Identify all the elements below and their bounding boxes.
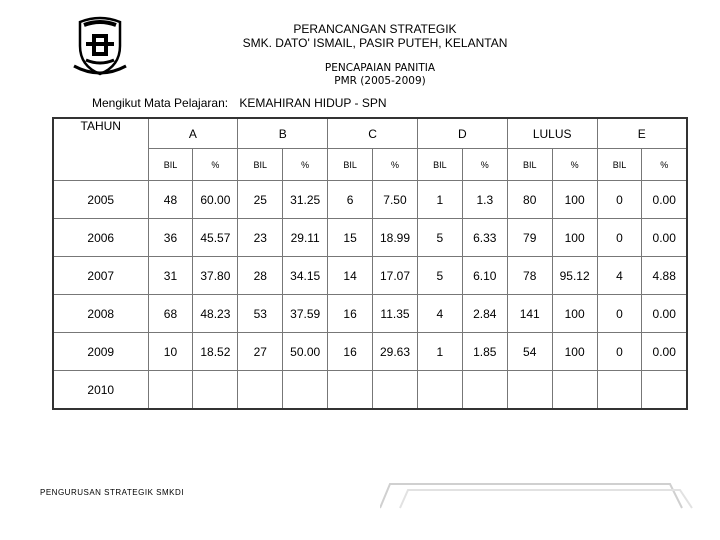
sub-header-row: [53, 149, 687, 181]
table-row: [53, 181, 687, 219]
footer-text: PENGURUSAN STRATEGIK SMKDI: [40, 488, 184, 497]
sub-header: %: [373, 149, 418, 181]
table-cell: [462, 371, 507, 409]
table-cell: 4: [417, 295, 462, 333]
table-cell: 17.07: [373, 257, 418, 295]
table-cell: 31: [148, 257, 193, 295]
table-cell: 0.00: [642, 181, 687, 219]
table-cell: 16: [328, 295, 373, 333]
table-cell: 48: [148, 181, 193, 219]
sub-header: BIL: [148, 149, 193, 181]
table-cell: [507, 371, 552, 409]
table-cell: 0.00: [642, 333, 687, 371]
table-cell: [373, 371, 418, 409]
table-cell: 6.10: [462, 257, 507, 295]
year-cell: 2010: [53, 371, 148, 409]
table-cell: 79: [507, 219, 552, 257]
table-cell: 34.15: [283, 257, 328, 295]
table-cell: 2.84: [462, 295, 507, 333]
table-cell: 16: [328, 333, 373, 371]
table-cell: 4: [597, 257, 642, 295]
sub-header: %: [462, 149, 507, 181]
table-cell: 1.3: [462, 181, 507, 219]
subtitle-line-1: PENCAPAIAN PANITIA: [324, 62, 436, 74]
table-cell: 36: [148, 219, 193, 257]
table-cell: 60.00: [193, 181, 238, 219]
year-cell: 2009: [53, 333, 148, 371]
table-cell: [417, 371, 462, 409]
year-cell: 2005: [53, 181, 148, 219]
table-cell: 0: [597, 181, 642, 219]
table-cell: 37.80: [193, 257, 238, 295]
table-cell: 0.00: [642, 295, 687, 333]
subject-value: KEMAHIRAN HIDUP - SPN: [239, 96, 387, 110]
table-cell: 45.57: [193, 219, 238, 257]
sub-header: BIL: [238, 149, 283, 181]
table-cell: 10: [148, 333, 193, 371]
sub-header: %: [642, 149, 687, 181]
table-cell: [328, 371, 373, 409]
table-cell: 6: [328, 181, 373, 219]
table-cell: 11.35: [373, 295, 418, 333]
sub-header: BIL: [328, 149, 373, 181]
table-cell: 100: [552, 333, 597, 371]
table-cell: 1: [417, 333, 462, 371]
table-row: [53, 257, 687, 295]
group-header: LULUS: [507, 118, 597, 149]
table-cell: 54: [507, 333, 552, 371]
results-table: [52, 117, 688, 410]
table-cell: 95.12: [552, 257, 597, 295]
table-cell: [552, 371, 597, 409]
group-header: C: [328, 118, 418, 149]
table-cell: 28: [238, 257, 283, 295]
table-cell: [642, 371, 687, 409]
sub-header: BIL: [417, 149, 462, 181]
table-cell: 29.11: [283, 219, 328, 257]
table-cell: 0: [597, 219, 642, 257]
table-cell: 29.63: [373, 333, 418, 371]
table-row: [53, 371, 687, 409]
table-row: [53, 333, 687, 371]
sub-header: BIL: [597, 149, 642, 181]
table-cell: 0.00: [642, 219, 687, 257]
document-subtitle: [300, 62, 460, 88]
subject-label: Mengikut Mata Pelajaran:: [92, 96, 229, 110]
title-line-1: PERANCANGAN STRATEGIK: [293, 22, 457, 36]
table-row: [53, 295, 687, 333]
table-cell: 50.00: [283, 333, 328, 371]
table-cell: 141: [507, 295, 552, 333]
decorative-banner: [380, 478, 720, 514]
table-cell: [238, 371, 283, 409]
sub-header: %: [552, 149, 597, 181]
table-cell: 68: [148, 295, 193, 333]
table-cell: 5: [417, 219, 462, 257]
table-cell: 6.33: [462, 219, 507, 257]
sub-header: %: [193, 149, 238, 181]
table-cell: 27: [238, 333, 283, 371]
table-cell: 1.85: [462, 333, 507, 371]
table-cell: [148, 371, 193, 409]
year-cell: 2007: [53, 257, 148, 295]
table-cell: 5: [417, 257, 462, 295]
group-header-row: [53, 118, 687, 149]
table-cell: 78: [507, 257, 552, 295]
table-cell: 31.25: [283, 181, 328, 219]
table-cell: [597, 371, 642, 409]
table-cell: 7.50: [373, 181, 418, 219]
sub-header: BIL: [507, 149, 552, 181]
table-cell: 15: [328, 219, 373, 257]
table-cell: 18.52: [193, 333, 238, 371]
subject-row: [92, 96, 387, 110]
document-title: [230, 22, 520, 50]
table-cell: [283, 371, 328, 409]
year-cell: 2006: [53, 219, 148, 257]
school-crest-icon: [72, 16, 128, 76]
group-header: D: [417, 118, 507, 149]
table-cell: [193, 371, 238, 409]
table-cell: 100: [552, 219, 597, 257]
table-cell: 48.23: [193, 295, 238, 333]
table-cell: 4.88: [642, 257, 687, 295]
table-cell: 0: [597, 295, 642, 333]
sub-header: %: [283, 149, 328, 181]
table-cell: 14: [328, 257, 373, 295]
group-header: B: [238, 118, 328, 149]
table-cell: 23: [238, 219, 283, 257]
table-cell: 25: [238, 181, 283, 219]
table-row: [53, 219, 687, 257]
table-cell: 18.99: [373, 219, 418, 257]
table-cell: 100: [552, 181, 597, 219]
subtitle-line-2: PMR (2005-2009): [334, 75, 426, 87]
table-cell: 1: [417, 181, 462, 219]
year-cell: 2008: [53, 295, 148, 333]
group-header: E: [597, 118, 687, 149]
title-line-2: SMK. DATO' ISMAIL, PASIR PUTEH, KELANTAN: [242, 36, 508, 50]
table-cell: 80: [507, 181, 552, 219]
table-cell: 53: [238, 295, 283, 333]
table-cell: 100: [552, 295, 597, 333]
group-header: A: [148, 118, 238, 149]
year-header: TAHUN: [53, 118, 148, 181]
table-cell: 0: [597, 333, 642, 371]
table-cell: 37.59: [283, 295, 328, 333]
